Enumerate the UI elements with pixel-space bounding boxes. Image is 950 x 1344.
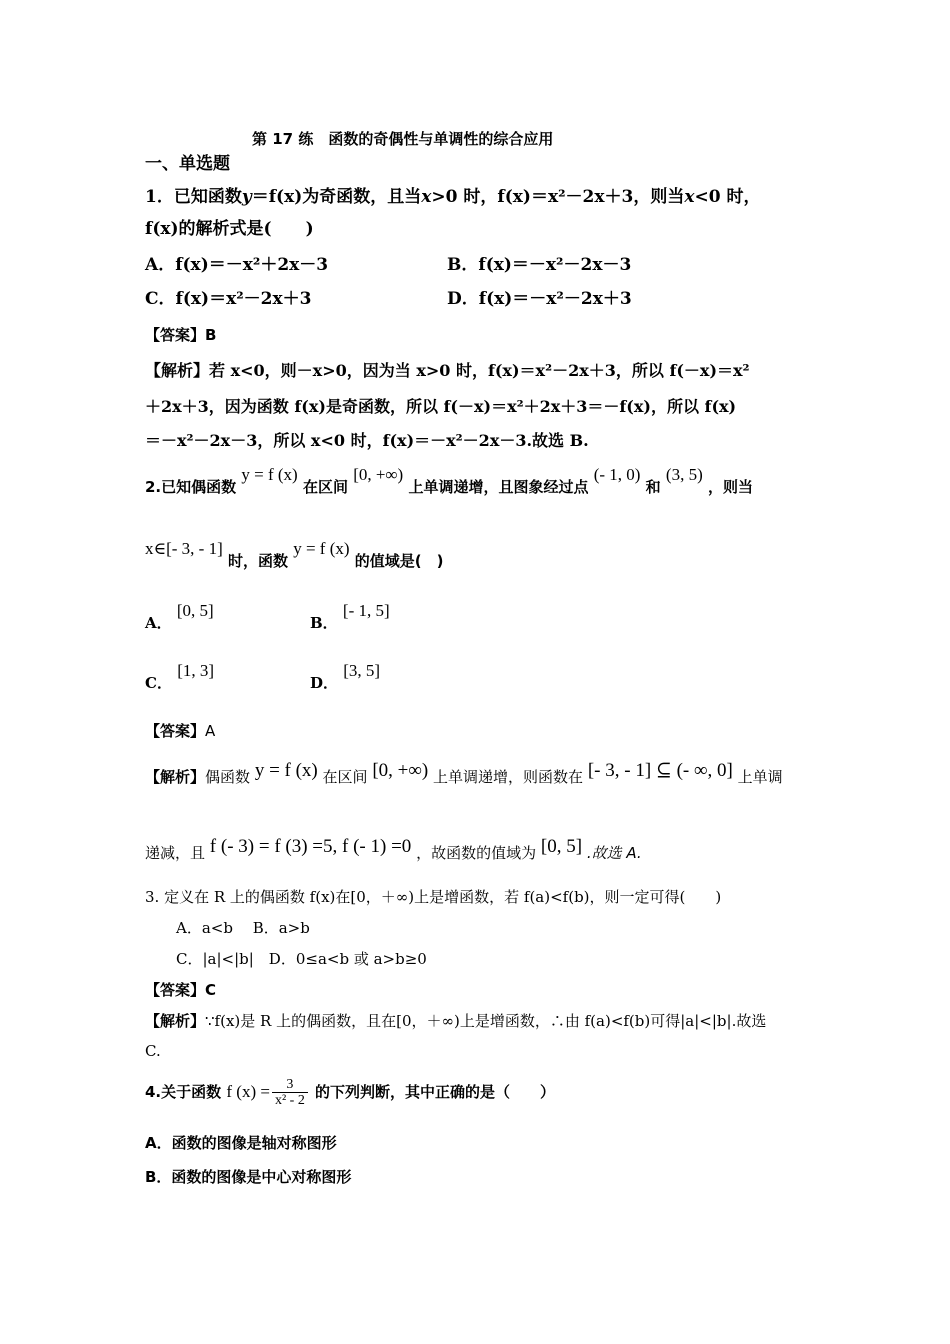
- q2-math-5: x∈[- 3, - 1]: [145, 539, 223, 558]
- q2-option-b: [310, 601, 390, 634]
- q2-option-d-value: [3, 5]: [343, 661, 381, 680]
- q2-text-1: 2.已知偶函数: [145, 478, 237, 496]
- q2-option-d: [310, 661, 381, 694]
- q1-option-b-label: B．: [447, 255, 479, 275]
- q3-options-cd: C．|a|<|b| D．0≤a<b 或 a>b≥0: [176, 950, 427, 968]
- q1-stem-line1: [145, 186, 760, 208]
- q1-stem-a: 1．已知函数: [145, 187, 242, 207]
- q2-math-3: (- 1, 0): [593, 465, 641, 484]
- q1-fx: f(x): [268, 187, 303, 207]
- q1-stem-rest: 的解析式是( ): [178, 219, 314, 239]
- q4-stem: [145, 1072, 555, 1112]
- q2-text-2: 在区间: [302, 478, 348, 496]
- q1-answer-value: B: [205, 326, 217, 344]
- q1-eq: ＝: [251, 187, 269, 207]
- q1-y: y: [241, 187, 252, 207]
- q2-analysis-tag: 【解析】: [145, 768, 206, 786]
- q2-analysis-text-4: 上单调: [737, 768, 783, 786]
- q1-option-c: [145, 288, 311, 310]
- q1-stem-c: >0 时，: [431, 187, 498, 207]
- q4-fraction-numerator: 3: [272, 1077, 308, 1093]
- q2-answer-tag: 【答案】: [145, 722, 206, 740]
- q1-option-a-text: f(x)＝－x²＋2x－3: [175, 255, 329, 275]
- q3-analysis-text1: ∵f(x)是 R 上的偶函数，且在[0，＋∞)上是增函数，∴由 f(a)<f(b)可得|a|<|b|.故选: [205, 1012, 767, 1030]
- q2-math-2: [0, +∞): [353, 465, 404, 484]
- q2-text-6: 时，函数: [227, 552, 288, 570]
- q2-text-4: 和: [645, 478, 661, 496]
- q1-option-b-text: f(x)＝－x²－2x－3: [478, 255, 632, 275]
- q1-option-a: [145, 254, 328, 276]
- q2-text-3: 上单调递增，且图象经过点: [408, 478, 589, 496]
- q3-analysis-line2: C.: [145, 1042, 161, 1060]
- q2-stem-line2: [145, 539, 444, 572]
- q2-option-a: [145, 601, 214, 634]
- q3-answer-tag: 【答案】: [145, 981, 206, 999]
- section-heading: 一、单选题: [145, 154, 230, 174]
- q2-analysis-math-4: f (- 3) = f (3) =5, f (- 1) =0: [209, 836, 412, 857]
- q1-option-a-label: A．: [145, 255, 176, 275]
- q3-analysis-tag: 【解析】: [145, 1012, 206, 1030]
- q1-option-b: [447, 254, 631, 276]
- q2-analysis-text-7: .故选 A.: [586, 844, 642, 862]
- q2-text-5: ，则当: [707, 478, 753, 496]
- q2-answer-value: A: [205, 722, 216, 740]
- q1-stem-e: <0 时，: [694, 187, 761, 207]
- q4-fraction-denominator: x² - 2: [274, 1093, 305, 1108]
- q2-analysis-text-2: 在区间: [322, 768, 368, 786]
- q4-text-1: 4.关于函数: [145, 1083, 222, 1101]
- q4-text-2: 的下列判断，其中正确的是（ ）: [315, 1083, 556, 1101]
- q1-stem-d: ＝x²－2x＋3，则当: [530, 187, 685, 207]
- q1-analysis-line3: ＝－x²－2x－3，所以 x<0 时，f(x)＝－x²－2x－3.故选 B.: [145, 431, 589, 450]
- q4-option-b: B．函数的图像是中心对称图形: [145, 1168, 352, 1186]
- q2-math-4: (3, 5): [665, 465, 703, 484]
- q2-stem-line1: [145, 465, 753, 498]
- q2-analysis-math-2: [0, +∞): [372, 760, 429, 781]
- q1-answer-tag: 【答案】: [145, 326, 206, 344]
- q1-option-c-text: f(x)＝x²－2x＋3: [175, 289, 312, 309]
- q1-x2: x: [684, 187, 695, 207]
- q1-fx3: f(x): [145, 219, 179, 239]
- q2-math-1: y = f (x): [241, 465, 298, 484]
- q2-analysis-line1: [145, 760, 783, 788]
- q4-option-a: A．函数的图像是轴对称图形: [145, 1134, 337, 1152]
- q2-option-a-label: A．: [145, 614, 172, 632]
- q1-analysis-text1: 若 x<0，则－x>0，因为当 x>0 时，f(x)＝x²－2x＋3，所以 f(－x)＝x²: [209, 361, 750, 380]
- q3-options-ab: A．a<b B．a>b: [176, 919, 310, 937]
- q3-stem: 3. 定义在 R 上的偶函数 f(x)在[0，＋∞)上是增函数，若 f(a)<f(b)，则一定可得( ): [145, 888, 722, 906]
- q2-analysis-line2: [145, 836, 642, 864]
- q1-answer: [145, 324, 216, 346]
- page-title: 第 17 练 函数的奇偶性与单调性的综合应用: [252, 130, 554, 148]
- q2-analysis-math-5: [0, 5]: [540, 836, 583, 857]
- q2-analysis-text-5: 递减，且: [145, 844, 206, 862]
- q1-option-c-label: C．: [145, 289, 176, 309]
- q1-option-d-text: f(x)＝－x²－2x＋3: [478, 289, 632, 309]
- q4-fraction: [272, 1077, 308, 1108]
- q1-option-d: [447, 288, 632, 310]
- q1-fx2: f(x): [497, 187, 531, 207]
- q2-option-a-value: [0, 5]: [176, 601, 214, 620]
- q4-lhs: f (x) =: [226, 1082, 270, 1101]
- q2-text-7: 的值域是( ): [354, 552, 444, 570]
- q2-option-b-value: [- 1, 5]: [342, 601, 390, 620]
- q2-analysis-text-6: ，故函数的值域为: [416, 844, 537, 862]
- q2-option-d-label: D．: [310, 674, 339, 692]
- q1-analysis-line2: ＋2x＋3，因为函数 f(x)是奇函数，所以 f(－x)＝x²＋2x＋3＝－f(x)，所以 f(x): [145, 397, 737, 416]
- q2-analysis-math-3: [- 3, - 1] ⊆ (- ∞, 0]: [587, 760, 733, 781]
- q2-answer: [145, 720, 215, 742]
- q2-option-c-label: C．: [145, 674, 172, 692]
- q1-x: x: [421, 187, 432, 207]
- q3-answer: [145, 979, 216, 1001]
- q1-stem-line2: [145, 218, 314, 240]
- q2-option-c: [145, 661, 215, 694]
- q2-option-b-label: B．: [310, 614, 338, 632]
- q1-stem-b: 为奇函数，且当: [302, 187, 422, 207]
- q2-analysis-math-1: y = f (x): [254, 760, 318, 781]
- q2-analysis-text-3: 上单调递增，则函数在: [433, 768, 584, 786]
- q1-analysis-tag: 【解析】: [145, 361, 210, 380]
- q2-analysis-text-1: 偶函数: [205, 768, 251, 786]
- q3-answer-value: C: [205, 981, 217, 999]
- q3-analysis-line1: [145, 1010, 766, 1032]
- q1-option-d-label: D．: [447, 289, 479, 309]
- q2-math-6: y = f (x): [293, 539, 350, 558]
- q2-option-c-value: [1, 3]: [177, 661, 215, 680]
- q1-analysis-line1: [145, 360, 750, 382]
